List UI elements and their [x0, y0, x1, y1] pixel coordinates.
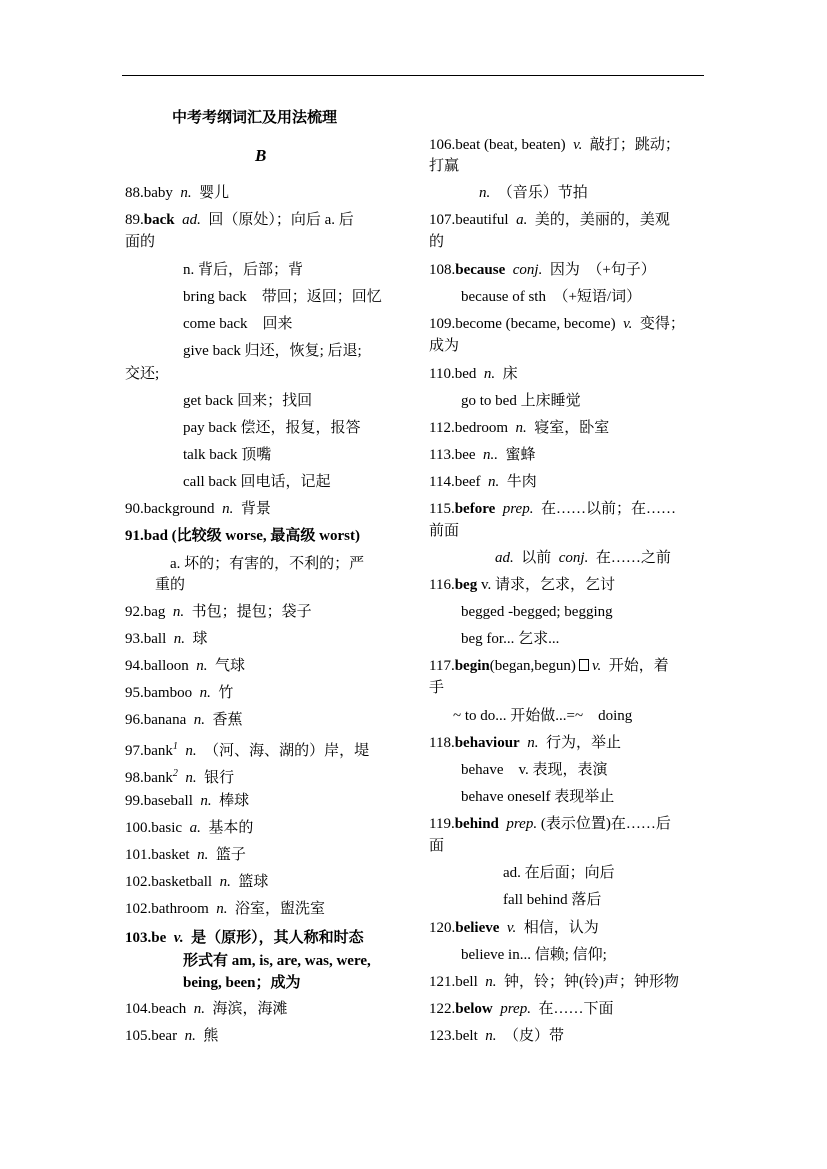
entry-99: 99.baseball n. 棒球 — [125, 793, 250, 809]
phrase-give-back-cont: 交还; — [125, 366, 160, 382]
phrase-beg-for: beg for... 乞求... — [461, 631, 560, 647]
entry-92: 92.bag n. 书包；提包；袋子 — [125, 604, 312, 620]
phrase-believe-in: believe in... 信赖; 信仰; — [461, 947, 607, 963]
entry-107-def-cont: 的 — [429, 234, 445, 250]
entry-112: 112.bedroom n. 寝室，卧室 — [429, 420, 610, 436]
entry-117-def-cont: 手 — [429, 680, 445, 696]
phrase-bring-back: bring back 带回；返回；回忆 — [183, 289, 382, 305]
page-title: 中考考纲词汇及用法梳理 — [172, 110, 338, 126]
phrase-give-back: give back 归还，恢复; 后退; — [183, 343, 362, 359]
entry-93: 93.ball n. 球 — [125, 631, 208, 647]
entry-102-basketball: 102.basketball n. 篮球 — [125, 874, 269, 890]
entry-104: 104.beach n. 海滨，海滩 — [125, 1001, 288, 1017]
entry-98: 98.bank$^2$ n. 银行 — [125, 768, 235, 786]
entry-105: 105.bear n. 熊 — [125, 1028, 219, 1044]
entry-123: 123.belt n. （皮）带 — [429, 1028, 565, 1044]
phrase-get-back: get back 回来；找回 — [183, 393, 313, 409]
entry-116-forms: begged -begged; begging — [461, 604, 613, 620]
entry-103-cont-1: 形式有 am, is, are, was, were, — [183, 953, 371, 969]
entry-113: 113.bee n.. 蜜蜂 — [429, 447, 536, 463]
phrase-because-of: because of sth （+短语/词） — [461, 289, 642, 305]
phrase-pay-back: pay back 偿还，报复，报答 — [183, 420, 361, 436]
entry-119-def-cont: 面 — [429, 838, 445, 854]
entry-95: 95.bamboo n. 竹 — [125, 685, 234, 701]
entry-103-cont-2: being, been；成为 — [183, 975, 301, 991]
entry-110: 110.bed n. 床 — [429, 366, 518, 382]
entry-102-bathroom: 102.bathroom n. 浴室，盥洗室 — [125, 901, 326, 917]
phrase-fall-behind: fall behind 落后 — [503, 892, 602, 908]
header-rule — [122, 75, 704, 76]
entry-117: 117.begin(began,begun) v. 开始，着 — [429, 658, 669, 674]
entry-96: 96.banana n. 香蕉 — [125, 712, 243, 728]
phrase-begin-to-do: ~ to do... 开始做...=~ doing — [453, 708, 633, 724]
phrase-talk-back: talk back 顶嘴 — [183, 447, 272, 463]
entry-106-def-cont: 打赢 — [429, 158, 460, 174]
entry-115-def-cont: 前面 — [429, 523, 460, 539]
entry-107: 107.beautiful a. 美的，美丽的，美观 — [429, 212, 670, 228]
entry-106-noun: n. （音乐）节拍 — [479, 185, 588, 201]
entry-91: 91.bad (比较级 worse, 最高级 worst) — [125, 528, 360, 544]
phrase-behave-oneself: behave oneself 表现举止 — [461, 789, 615, 805]
entry-88: 88.baby n. 婴儿 — [125, 185, 230, 201]
entry-119: 119.behind prep. (表示位置)在……后 — [429, 816, 671, 832]
entry-121: 121.bell n. 钟，铃；钟(铃)声；钟形物 — [429, 974, 679, 990]
entry-109-def-cont: 成为 — [429, 338, 460, 354]
entry-94: 94.balloon n. 气球 — [125, 658, 246, 674]
entry-108: 108.because conj. 因为 （+句子） — [429, 262, 656, 278]
entry-109: 109.become (became, become) v. 变得； — [429, 316, 685, 332]
entry-89-def-cont: 面的 — [125, 234, 156, 250]
entry-91-def-cont: 重的 — [155, 577, 186, 593]
phrase-call-back: call back 回电话，记起 — [183, 474, 331, 490]
phrase-go-to-bed: go to bed 上床睡觉 — [461, 393, 581, 409]
entry-115-other: ad. 以前 conj. 在……之前 — [495, 550, 671, 566]
entry-122: 122.below prep. 在……下面 — [429, 1001, 614, 1017]
section-letter: B — [255, 146, 267, 165]
entry-101: 101.basket n. 篮子 — [125, 847, 246, 863]
entry-106: 106.beat (beat, beaten) v. 敲打；跳动； — [429, 137, 680, 153]
entry-120: 120.believe v. 相信，认为 — [429, 920, 599, 936]
entry-90: 90.background n. 背景 — [125, 501, 271, 517]
phrase-come-back: come back 回来 — [183, 316, 293, 332]
entry-103: 103.be v. 是（原形），其人称和时态 — [125, 930, 364, 946]
entry-116: 116.beg v. 请求，乞求，乞讨 — [429, 577, 615, 593]
entry-89-noun: n. 背后，后部；背 — [183, 262, 304, 278]
entry-89: 89.back ad. 回（原处）；向后 a. 后 — [125, 212, 354, 228]
entry-97: 97.bank$^1$ n. （河、海、湖的）岸，堤 — [125, 741, 370, 759]
entry-100: 100.basic a. 基本的 — [125, 820, 254, 836]
entry-91-def: a. 坏的；有害的，不利的；严 — [170, 556, 365, 572]
entry-115: 115.before prep. 在……以前；在…… — [429, 501, 676, 517]
phrase-behave: behave v. 表现，表演 — [461, 762, 608, 778]
entry-119-adverb: ad. 在后面；向后 — [503, 865, 615, 881]
entry-118: 118.behaviour n. 行为，举止 — [429, 735, 621, 751]
entry-114: 114.beef n. 牛肉 — [429, 474, 537, 490]
missing-glyph-box — [579, 659, 589, 671]
